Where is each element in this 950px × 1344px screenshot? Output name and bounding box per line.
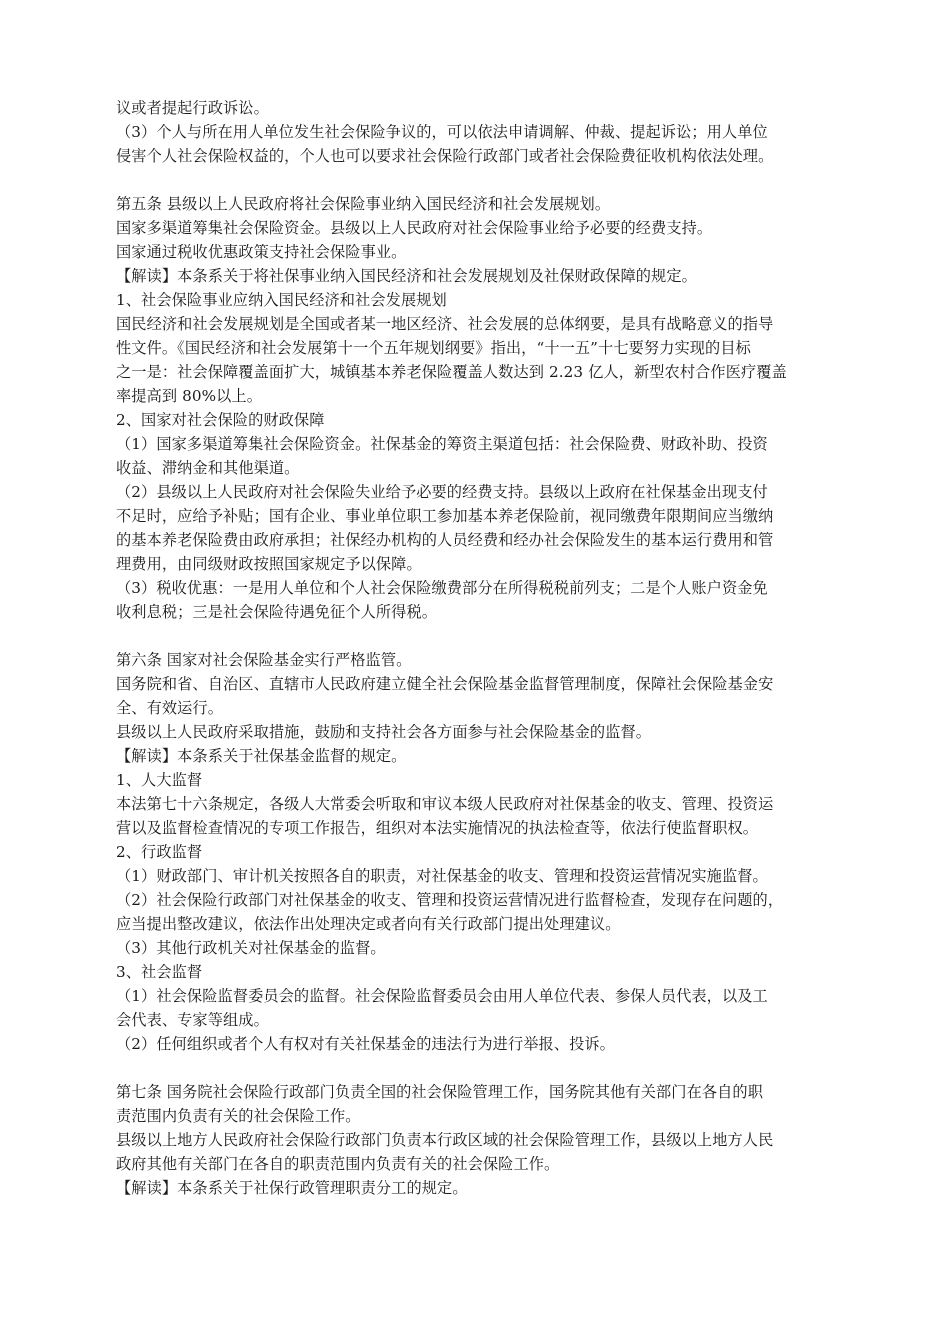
- text-line: 议或者提起行政诉讼。: [116, 99, 269, 117]
- article-heading: 第五条 县级以上人民政府将社会保险事业纳入国民经济和社会发展规划。: [116, 195, 611, 213]
- text-line: 全、有效运行。: [116, 699, 224, 717]
- blank-line: [116, 168, 856, 192]
- text-line: （2）任何组织或者个人有权对有关社保基金的违法行为进行举报、投诉。: [116, 1035, 615, 1053]
- article-heading: 第七条 国务院社会保险行政部门负责全国的社会保险管理工作，国务院其他有关部门在各自的职: [116, 1083, 764, 1101]
- text-line: 1、人大监督: [116, 771, 203, 789]
- text-line: 之一是：社会保障覆盖面扩大，城镇基本养老保险覆盖人数达到 2.23 亿人，新型农村合作医疗覆盖: [116, 363, 787, 381]
- text-line: 理费用，由同级财政按照国家规定予以保障。: [116, 555, 422, 573]
- text-line: 2、国家对社会保险的财政保障: [116, 411, 325, 429]
- text-line: 侵害个人社会保险权益的，个人也可以要求社会保险行政部门或者社会保险费征收机构依法处理。: [116, 147, 774, 165]
- text-line: 国家多渠道筹集社会保险资金。县级以上人民政府对社会保险事业给予必要的经费支持。: [116, 219, 713, 237]
- text-line: 【解读】本条系关于社保行政管理职责分工的规定。: [116, 1179, 468, 1197]
- text-line: 营以及监督检查情况的专项工作报告，组织对本法实施情况的执法检查等，依法行使监督职权。: [116, 819, 759, 837]
- text-line: （1）社会保险监督委员会的监督。社会保险监督委员会由用人单位代表、参保人员代表，以及工: [116, 987, 768, 1005]
- text-line: 县级以上地方人民政府社会保险行政部门负责本行政区域的社会保险管理工作，县级以上地方人民: [116, 1131, 774, 1149]
- text-line: 不足时，应给予补贴；国有企业、事业单位职工参加基本养老保险前，视同缴费年限期间应当缴纳: [116, 507, 774, 525]
- text-line: 率提高到 80%以上。: [116, 387, 262, 405]
- text-line: 2、行政监督: [116, 843, 203, 861]
- text-line: 的基本养老保险费由政府承担；社保经办机构的人员经费和经办社会保险发生的基本运行费用和管: [116, 531, 774, 549]
- text-line: 应当提出整改建议，依法作出处理决定或者向有关行政部门提出处理建议。: [116, 915, 621, 933]
- text-line: 【解读】本条系关于将社保事业纳入国民经济和社会发展规划及社保财政保障的规定。: [116, 267, 697, 285]
- blank-line: [116, 624, 856, 648]
- text-line: （3）税收优惠：一是用人单位和个人社会保险缴费部分在所得税税前列支；二是个人账户资金免: [116, 579, 768, 597]
- text-line: （2）社会保险行政部门对社保基金的收支、管理和投资运营情况进行监督检查，发现存在问题的，: [116, 891, 784, 909]
- text-line: 县级以上人民政府采取措施，鼓励和支持社会各方面参与社会保险基金的监督。: [116, 723, 652, 741]
- text-line: （1）财政部门、审计机关按照各自的职责，对社保基金的收支、管理和投资运营情况实施监督。: [116, 867, 768, 885]
- text-line: 会代表、专家等组成。: [116, 1011, 269, 1029]
- text-line: 责范围内负责有关的社会保险工作。: [116, 1107, 361, 1125]
- text-line: 收益、滞纳金和其他渠道。: [116, 459, 300, 477]
- text-line: 性文件。《国民经济和社会发展第十一个五年规划纲要》指出，“十一五”十七要努力实现的目标: [116, 339, 751, 357]
- text-line: 国家通过税收优惠政策支持社会保险事业。: [116, 243, 407, 261]
- text-line: 国民经济和社会发展规划是全国或者某一地区经济、社会发展的总体纲要，是具有战略意义的指导: [116, 315, 774, 333]
- document-body: [116, 96, 856, 1200]
- text-line: （1）国家多渠道筹集社会保险资金。社保基金的筹资主渠道包括：社会保险费、财政补助、投资: [116, 435, 768, 453]
- text-line: （3）个人与所在用人单位发生社会保险争议的，可以依法申请调解、仲裁、提起诉讼；用人单位: [116, 123, 768, 141]
- text-line: （3）其他行政机关对社保基金的监督。: [116, 939, 386, 957]
- text-line: 3、社会监督: [116, 963, 203, 981]
- text-line: （2）县级以上人民政府对社会保险失业给予必要的经费支持。县级以上政府在社保基金出现支付: [116, 483, 768, 501]
- article-heading: 第六条 国家对社会保险基金实行严格监管。: [116, 651, 412, 669]
- text-line: 国务院和省、自治区、直辖市人民政府建立健全社会保险基金监督管理制度，保障社会保险基金安: [116, 675, 774, 693]
- blank-line: [116, 1056, 856, 1080]
- text-line: 政府其他有关部门在各自的职责范围内负责有关的社会保险工作。: [116, 1155, 560, 1173]
- text-line: 【解读】本条系关于社保基金监督的规定。: [116, 747, 407, 765]
- text-line: 收利息税；三是社会保险待遇免征个人所得税。: [116, 603, 438, 621]
- text-line: 1、社会保险事业应纳入国民经济和社会发展规划: [116, 291, 447, 309]
- text-line: 本法第七十六条规定，各级人大常委会听取和审议本级人民政府对社保基金的收支、管理、投资运: [116, 795, 774, 813]
